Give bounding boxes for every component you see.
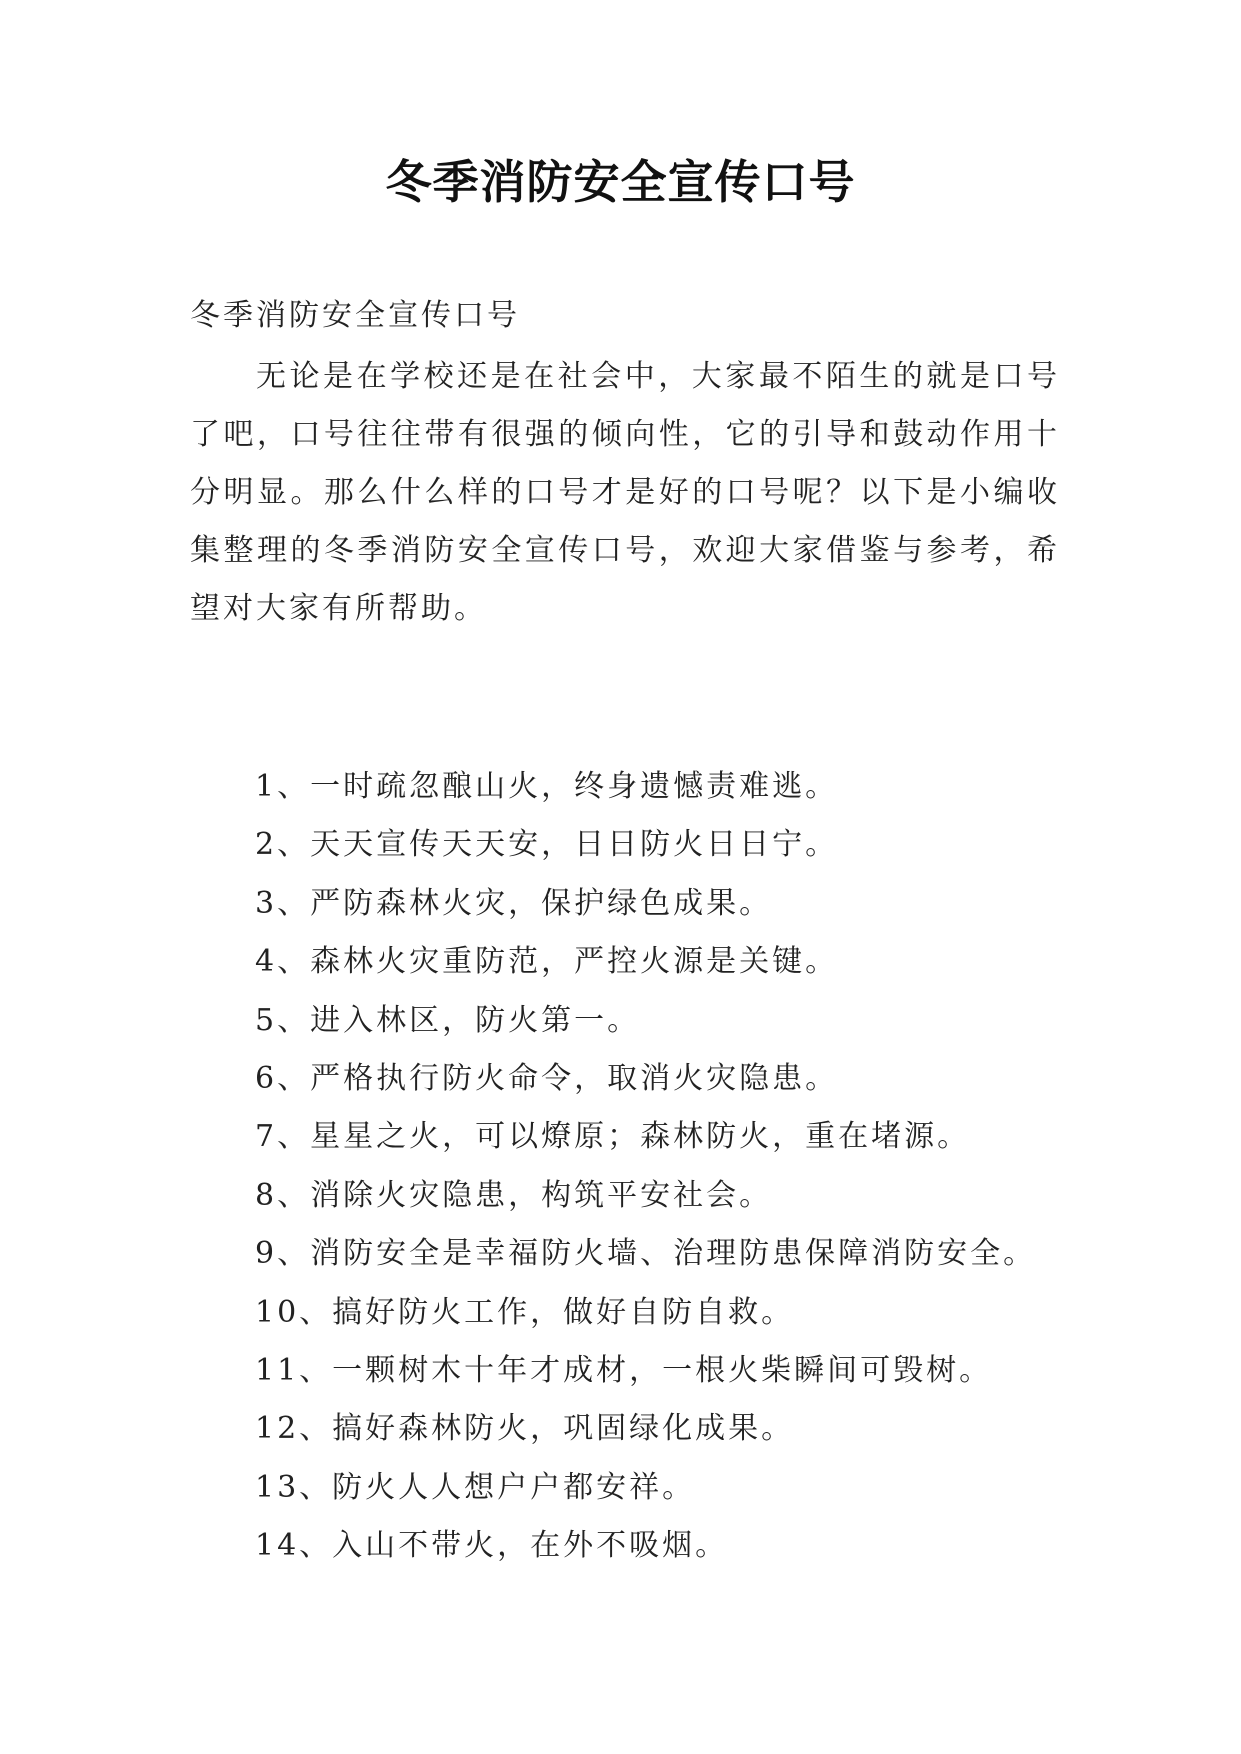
slogan-item: 7、星星之火，可以燎原；森林防火，重在堵源。 (255, 1119, 971, 1155)
slogan-item: 1、一时疏忽酿山火，终身遗憾责难逃。 (255, 769, 839, 804)
slogan-item: 5、进入林区，防火第一。 (255, 1002, 641, 1038)
slogan-item: 2、天天宣传天天安，日日防火日日宁。 (255, 827, 839, 863)
slogan-item: 12、搞好森林防火，巩固绿化成果。 (255, 1411, 795, 1447)
slogan-item: 14、入山不带火，在外不吸烟。 (255, 1528, 729, 1564)
slogan-item: 9、消防安全是幸福防火墙、治理防患保障消防安全。 (255, 1236, 1037, 1272)
slogan-item: 10、搞好防火工作，做好自防自救。 (255, 1294, 795, 1330)
slogan-item: 8、消除火灾隐患，构筑平安社会。 (255, 1177, 773, 1213)
slogan-item: 6、严格执行防火命令，取消火灾隐患。 (255, 1060, 839, 1096)
slogan-item: 11、一颗树木十年才成材，一根火柴瞬间可毁树。 (255, 1352, 993, 1388)
slogan-item: 3、严防森林火灾，保护绿色成果。 (255, 885, 773, 921)
document-title: 冬季消防安全宣传口号 (385, 155, 856, 209)
document-subtitle: 冬季消防安全宣传口号 (190, 298, 520, 333)
slogan-item: 4、森林火灾重防范，严控火源是关键。 (255, 944, 839, 980)
slogan-item: 13、防火人人想户户都安祥。 (255, 1469, 696, 1505)
slogan-list (255, 758, 1036, 1575)
intro-paragraph: 无论是在学校还是在社会中，大家最不陌生的就是口号了吧，口号往往带有很强的倾向性，它的引导和鼓动作用十分明显。那么什么样的口号才是好的口号呢？以下是小编收集整理的冬季消防安全宣传口号，欢迎大家借鉴与参考，希望对大家有所帮助。 (190, 359, 1060, 626)
